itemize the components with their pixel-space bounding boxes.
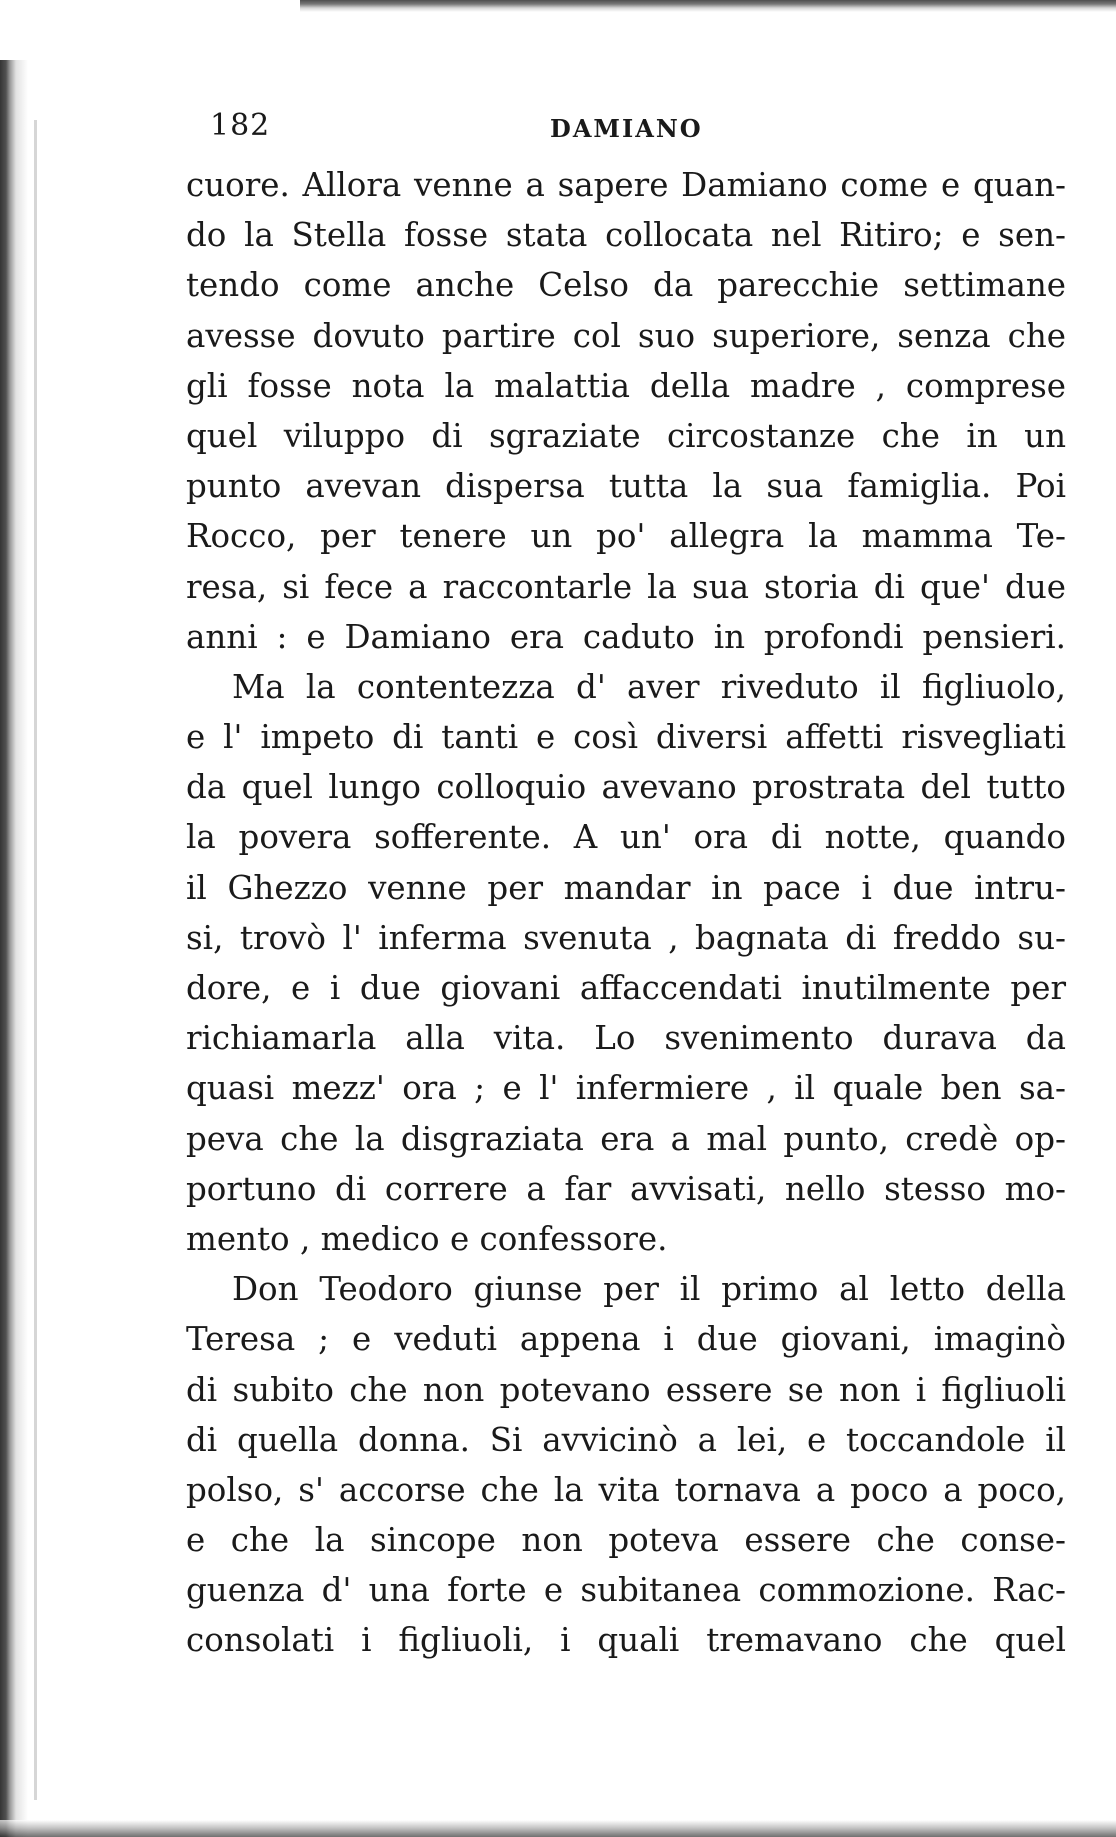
text-line: portuno di correre a far avvisati, nello stesso mo- <box>186 1169 1066 1208</box>
paragraph <box>186 160 1066 662</box>
text-line: cuore. Allora venne a sapere Damiano come e quan- <box>186 166 1066 204</box>
text-line: richiamarla alla vita. Lo svenimento durava da <box>186 1019 1066 1058</box>
text-line: tendo come anche Celso da parecchie settimane <box>186 266 1066 305</box>
text-line: Teresa ; e veduti appena i due giovani, imaginò <box>186 1320 1066 1359</box>
text-line: il Ghezzo venne per mandar in pace i due intru- <box>186 868 1066 907</box>
page-header <box>210 108 1070 148</box>
paragraph <box>186 662 1066 1264</box>
scan-top-edge <box>300 0 1116 12</box>
text-line: e che la sincope non poteva essere che conse- <box>186 1521 1066 1560</box>
text-line: si, trovò l' inferma svenuta , bagnata di freddo su- <box>186 918 1066 957</box>
text-line: mento , medico e confessore. <box>186 1219 668 1258</box>
text-line: quasi mezz' ora ; e l' infermiere , il quale ben sa- <box>186 1069 1066 1108</box>
text-line: resa, si fece a raccontarle la sua storia di que' due <box>186 567 1066 606</box>
paragraph <box>186 1264 1066 1666</box>
scan-bottom-edge <box>0 1820 1116 1837</box>
scan-left-edge <box>0 60 28 1837</box>
text-line: dore, e i due giovani affaccendati inutilmente per <box>186 969 1066 1007</box>
page-number: 182 <box>210 108 271 143</box>
text-line: Ma la contentezza d' aver riveduto il figliuolo, <box>232 667 1066 706</box>
body-text <box>186 160 1066 1666</box>
text-line: la povera sofferente. A un' ora di notte, quando <box>186 818 1066 857</box>
text-line: anni : e Damiano era caduto in profondi pensieri. <box>186 617 1066 656</box>
text-line: di quella donna. Si avvicinò a lei, e toccandole il <box>186 1420 1066 1459</box>
text-line: consolati i figliuoli, i quali tremavano che quel <box>186 1621 1066 1660</box>
text-line: gli fosse nota la malattia della madre , comprese <box>186 366 1066 405</box>
text-line: di subito che non potevano essere se non i figliuoli <box>186 1370 1066 1409</box>
scan-gutter-shadow <box>34 120 37 1800</box>
text-line: e l' impeto di tanti e così diversi affetti risvegliati <box>186 718 1066 757</box>
text-line: avesse dovuto partire col suo superiore, senza che <box>186 316 1066 355</box>
text-line: Don Teodoro giunse per il primo al letto della <box>232 1270 1066 1309</box>
text-line: punto avevan dispersa tutta la sua famiglia. Poi <box>186 467 1066 506</box>
text-line: quel viluppo di sgraziate circostanze che in un <box>186 416 1066 455</box>
running-head: DAMIANO <box>550 114 703 143</box>
text-line: do la Stella fosse stata collocata nel Ritiro; e sen- <box>186 216 1066 255</box>
text-line: da quel lungo colloquio avevano prostrata del tutto <box>186 768 1066 807</box>
text-line: Rocco, per tenere un po' allegra la mamma Te- <box>186 517 1066 556</box>
text-line: polso, s' accorse che la vita tornava a poco a poco, <box>186 1470 1066 1509</box>
text-line: peva che la disgraziata era a mal punto, credè op- <box>186 1119 1066 1158</box>
text-line: guenza d' una forte e subitanea commozione. Rac- <box>186 1571 1066 1610</box>
